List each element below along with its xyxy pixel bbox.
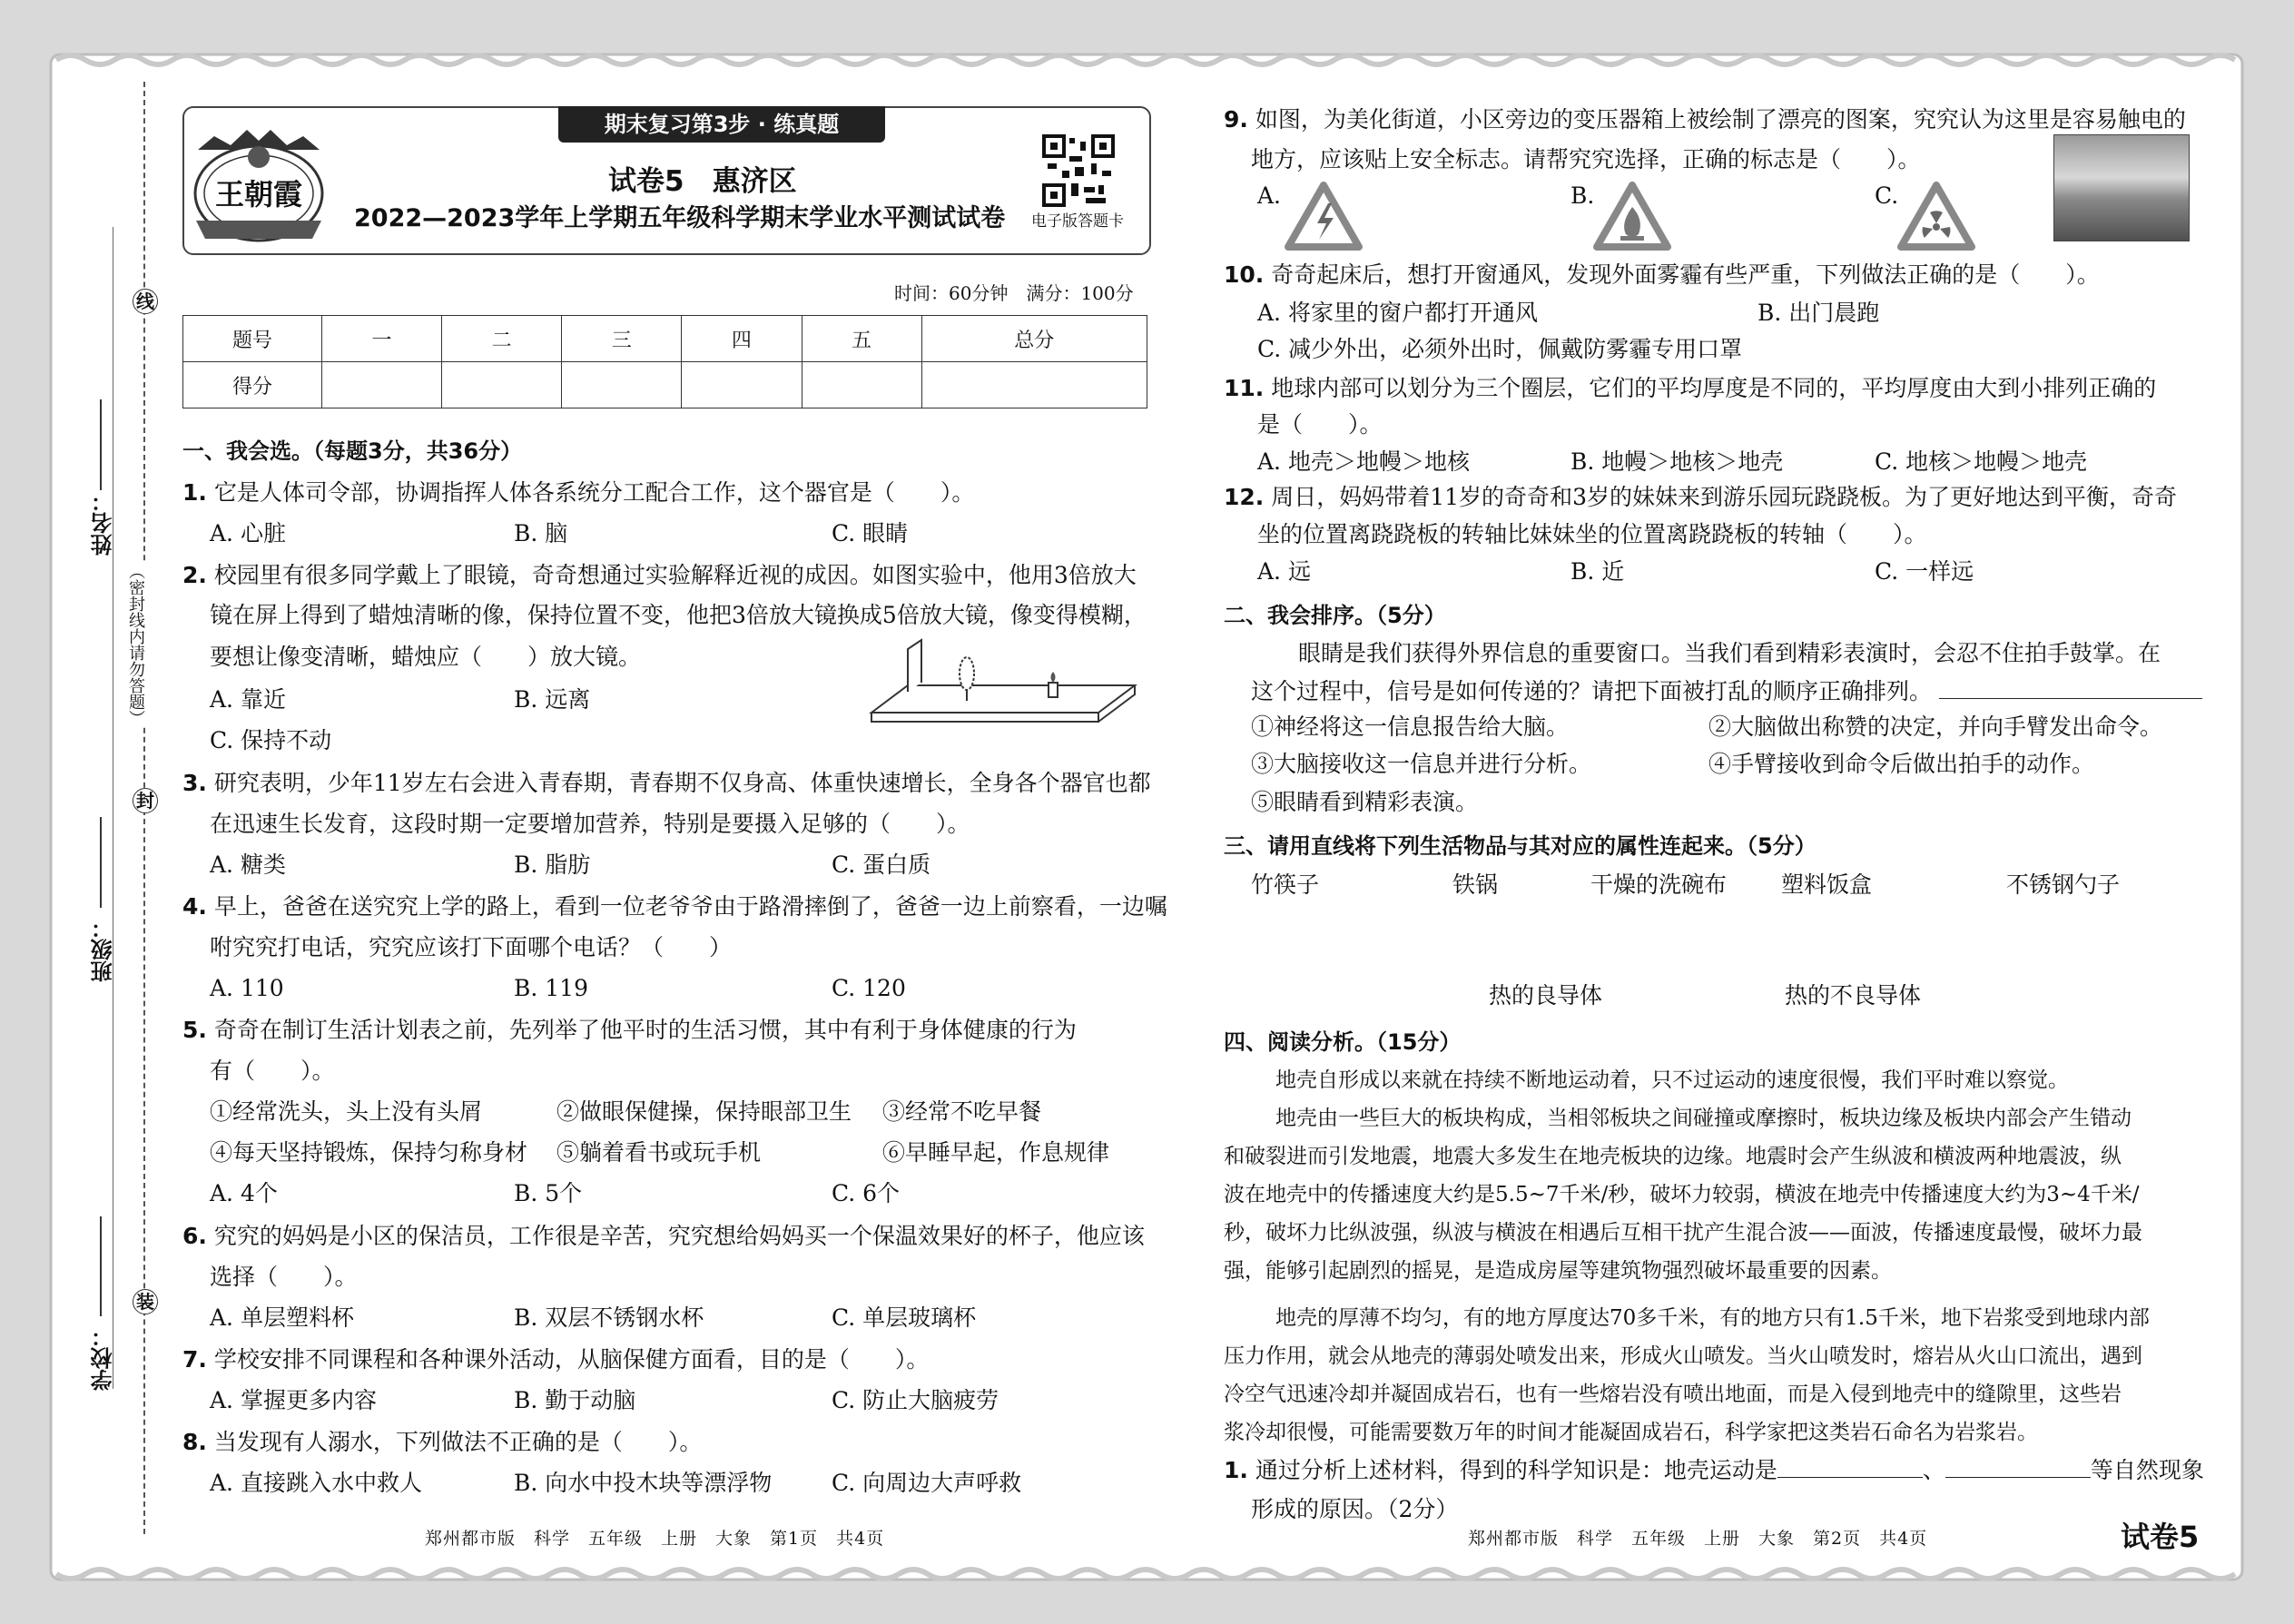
- question-text-line: 坐的位置离跷跷板的转轴比妹妹坐的位置离跷跷板的转轴（ ）。: [1257, 521, 1927, 547]
- habit-item: ③经常不吃早餐: [882, 1098, 1042, 1125]
- paper-title: 试卷5 惠济区: [608, 165, 797, 198]
- score-cell[interactable]: [682, 362, 802, 408]
- reading-line: 压力作用，就会从地壳的薄弱处喷发出来，形成火山喷发。当火山喷发时，熔岩从火山口流出，遇到: [1224, 1344, 2142, 1368]
- paper-corner-label: 试卷5: [2121, 1520, 2200, 1554]
- question-text-line: 在迅速生长发育，这段时期一定要增加营养，特别是要摄入足够的（ ）。: [210, 811, 970, 837]
- option[interactable]: A. 远: [1257, 558, 1311, 585]
- question-text-line: 咐究究打电话，究究应该打下面哪个电话？（ ）: [210, 934, 733, 960]
- time-score: 时间：60分钟 满分：100分: [894, 282, 1134, 304]
- option[interactable]: C. 120: [832, 975, 906, 1001]
- class-input-line[interactable]: [100, 817, 102, 908]
- electric-warning-icon[interactable]: [1285, 182, 1363, 251]
- question-number: 4.: [182, 893, 207, 920]
- option[interactable]: A. 直接跳入水中救人: [210, 1470, 422, 1496]
- question-text-line: 镜在屏上得到了蜡烛清晰的像，保持位置不变，他把3倍放大镜换成5倍放大镜，像变得模糊，: [210, 602, 1147, 628]
- section-1-title: 一、我会选。（每题3分，共36分）: [182, 438, 523, 464]
- question-number: 12.: [1224, 484, 1265, 510]
- question-number: 3.: [182, 770, 207, 796]
- page-footer-right: 郑州都市版 科学 五年级 上册 大象 第2页 共4页: [1468, 1529, 1928, 1549]
- habit-item: ⑤躺着看书或玩手机: [556, 1139, 762, 1166]
- option[interactable]: C. 单层玻璃杯: [832, 1304, 977, 1331]
- lens-experiment-figure: [867, 635, 1139, 726]
- match-item[interactable]: 不锈钢勺子: [2006, 871, 2121, 898]
- option[interactable]: C. 防止大脑疲劳: [832, 1387, 999, 1413]
- option[interactable]: B. 近: [1570, 558, 1625, 585]
- habit-item: ⑥早睡早起，作息规律: [882, 1139, 1110, 1166]
- name-input-line[interactable]: [100, 399, 102, 490]
- radiation-warning-icon[interactable]: [1897, 182, 1975, 251]
- habit-item: ④每天坚持锻炼，保持匀称身材: [210, 1139, 528, 1166]
- option[interactable]: B. 勤于动脑: [514, 1387, 636, 1413]
- option[interactable]: C. 6个: [832, 1180, 901, 1206]
- section-2-text: 这个过程中，信号是如何传递的？请把下面被打乱的顺序正确排列。: [1251, 672, 2202, 712]
- score-header-cell: 二: [442, 316, 562, 362]
- question-8: [182, 1422, 702, 1462]
- order-item: ③大脑接收这一信息并进行分析。: [1251, 751, 1592, 777]
- question-text-line: 形成的原因。（2分）: [1251, 1496, 1459, 1522]
- reading-line: 地壳由一些巨大的板块构成，当相邻板块之间碰撞或摩擦时，板块边缘及板块内部会产生错动: [1275, 1107, 2132, 1130]
- reading-line: 波在地壳中的传播速度大约是5.5~7千米/秒，破坏力较弱，横波在地壳中传播速度大约为3~4千米/: [1224, 1183, 2140, 1206]
- score-table: [182, 315, 1147, 408]
- option[interactable]: B.: [1570, 182, 1595, 209]
- question-text-line: 选择（ ）。: [210, 1264, 358, 1290]
- score-row: [183, 362, 1147, 408]
- question-5: [182, 1010, 1077, 1050]
- score-cell[interactable]: [442, 362, 562, 408]
- option[interactable]: C. 向周边大声呼救: [832, 1470, 1022, 1496]
- school-label: 学校：: [91, 1325, 116, 1391]
- option[interactable]: B. 脂肪: [514, 851, 591, 878]
- score-cell[interactable]: [802, 362, 921, 408]
- option[interactable]: B. 地幔＞地核＞地壳: [1570, 448, 1784, 475]
- order-item: ①神经将这一信息报告给大脑。: [1251, 714, 1570, 740]
- transformer-box-photo: [2053, 134, 2190, 241]
- question-text-line: 有（ ）。: [210, 1058, 335, 1084]
- reading-line: 和破裂进而引发地震，地震大多发生在地壳板块的边缘。地震时会产生纵波和横波两种地震波，纵: [1224, 1145, 2122, 1168]
- option[interactable]: A. 地壳＞地幔＞地核: [1257, 448, 1470, 475]
- option[interactable]: B. 脑: [514, 520, 568, 546]
- question-number: 5.: [182, 1017, 207, 1043]
- reading-line: 强，能够引起剧烈的摇晃，是造成房屋等建筑物强烈破坏最重要的因素。: [1224, 1259, 1892, 1283]
- question-10: [1224, 255, 2100, 295]
- question-7: [182, 1340, 929, 1380]
- school-input-line[interactable]: [100, 1216, 102, 1316]
- question-number: 1.: [182, 479, 207, 506]
- question-4: [182, 887, 1167, 927]
- score-header-cell: 总分: [921, 316, 1147, 362]
- section-3-title: 三、请用直线将下列生活物品与其对应的属性连起来。（5分）: [1224, 833, 1816, 859]
- bind-char: 装: [133, 1289, 158, 1314]
- option[interactable]: B. 119: [514, 975, 588, 1001]
- score-header-cell: 四: [682, 316, 802, 362]
- match-item[interactable]: 竹筷子: [1251, 871, 1320, 898]
- question-text: 它是人体司令部，协调指挥人体各系统分工配合工作，这个器官是（ ）。: [213, 479, 975, 506]
- question-number: 10.: [1224, 261, 1265, 288]
- question-number: 1.: [1224, 1457, 1248, 1483]
- reading-line: 浆冷却很慢，可能需要数万年的时间才能凝固成岩石，科学家把这类岩石命名为岩浆岩。: [1224, 1421, 2038, 1444]
- option[interactable]: A. 心脏: [210, 520, 286, 546]
- answer-blank[interactable]: [1945, 1457, 2091, 1478]
- question-text: 校园里有很多同学戴上了眼镜，奇奇想通过实验解释近视的成因。如图实验中，他用3倍放大: [213, 562, 1137, 588]
- match-property[interactable]: 热的不良导体: [1785, 982, 1922, 1009]
- seal-notice: （密封线内请勿答题）: [123, 563, 147, 726]
- question-number: 9.: [1224, 106, 1248, 133]
- section-2-text: 眼睛是我们获得外界信息的重要窗口。当我们看到精彩表演时，会忍不住拍手鼓掌。在: [1298, 640, 2161, 666]
- qr-caption: 电子版答题卡: [1031, 212, 1124, 231]
- qr-code[interactable]: [1042, 134, 1115, 207]
- reading-question-1: 1. 通过分析上述材料，得到的科学知识是：地壳运动是 、 等自然现象: [1224, 1457, 2204, 1483]
- option[interactable]: A. 110: [210, 975, 284, 1001]
- reading-line: 冷空气迅速冷却并凝固成岩石，也有一些熔岩没有喷出地面，而是入侵到地壳中的缝隙里，这些岩: [1224, 1383, 2122, 1406]
- score-cell[interactable]: [562, 362, 682, 408]
- question-text: 如图，为美化街道，小区旁边的变压器箱上被绘制了漂亮的图案，究究认为这里是容易触电的: [1255, 106, 2186, 133]
- score-header-cell: 一: [322, 316, 442, 362]
- question-number: 8.: [182, 1429, 207, 1455]
- fire-warning-icon[interactable]: [1593, 182, 1671, 251]
- option[interactable]: B. 向水中投木块等漂浮物: [514, 1470, 773, 1496]
- brand-logo: [189, 113, 330, 248]
- order-item: ⑤眼睛看到精彩表演。: [1251, 789, 1479, 815]
- score-cell[interactable]: [921, 362, 1147, 408]
- option[interactable]: A. 掌握更多内容: [210, 1387, 377, 1413]
- reading-line: 地壳自形成以来就在持续不断地运动着，只不过运动的速度很慢，我们平时难以察觉。: [1275, 1068, 2069, 1092]
- question-text: 究究的妈妈是小区的保洁员，工作很是辛苦，究究想给妈妈买一个保温效果好的杯子，他应该: [213, 1223, 1145, 1249]
- question-text-line: 是（ ）。: [1257, 411, 1383, 438]
- question-6: [182, 1216, 1145, 1256]
- question-text-line: 要想让像变清晰，蜡烛应（ ）放大镜。: [210, 644, 642, 670]
- match-item[interactable]: 塑料饭盒: [1781, 871, 1873, 898]
- option[interactable]: A. 4个: [210, 1180, 278, 1206]
- reading-line: 秒，破坏力比纵波强，纵波与横波在相遇后互相干扰产生混合波——面波，传播速度最慢，破坏力最: [1224, 1221, 2142, 1245]
- question-text: 地球内部可以划分为三个圈层，它们的平均厚度是不同的，平均厚度由大到小排列正确的: [1271, 375, 2157, 401]
- section-2-title: 二、我会排序。（5分）: [1224, 603, 1446, 628]
- question-2: [182, 556, 1137, 595]
- step-banner: 期末复习第3步 · 练真题: [558, 106, 885, 143]
- reading-line: 地壳的厚薄不均匀，有的地方厚度达70多千米，有的地方只有1.5千米，地下岩浆受到地球内部: [1275, 1306, 2150, 1330]
- option[interactable]: C. 蛋白质: [832, 851, 931, 878]
- question-11: [1224, 369, 2156, 408]
- match-item[interactable]: 干燥的洗碗布: [1590, 871, 1728, 898]
- order-item: ④手臂接收到命令后做出拍手的动作。: [1708, 751, 2095, 777]
- option[interactable]: B. 远离: [514, 686, 591, 713]
- score-row-label: 得分: [183, 362, 322, 408]
- option[interactable]: B. 5个: [514, 1180, 583, 1206]
- match-property[interactable]: 热的良导体: [1489, 982, 1603, 1009]
- score-header-cell: 三: [562, 316, 682, 362]
- option[interactable]: C. 地核＞地幔＞地壳: [1875, 448, 2088, 475]
- class-label: 班级：: [91, 917, 116, 982]
- question-text: 奇奇起床后，想打开窗通风，发现外面雾霾有些严重，下列做法正确的是（ ）。: [1271, 261, 2100, 288]
- option[interactable]: A. 将家里的窗户都打开通风: [1257, 300, 1538, 326]
- score-header-cell: 五: [802, 316, 921, 362]
- option[interactable]: C. 保持不动: [210, 727, 332, 753]
- question-12: [1224, 477, 2177, 517]
- option[interactable]: C. 减少外出，必须外出时，佩戴防雾霾专用口罩: [1257, 336, 1743, 362]
- svg-text:王朝霞: 王朝霞: [214, 177, 303, 212]
- habit-item: ①经常洗头，头上没有头屑: [210, 1098, 483, 1125]
- question-text: 奇奇在制订生活计划表之前，先列举了他平时的生活习惯，其中有利于身体健康的行为: [213, 1017, 1077, 1043]
- question-text-line: 地方，应该贴上安全标志。请帮究究选择，正确的标志是（ ）。: [1251, 146, 1921, 172]
- answer-blank[interactable]: [1777, 1457, 1923, 1478]
- page-footer-left: 郑州都市版 科学 五年级 上册 大象 第1页 共4页: [425, 1529, 885, 1549]
- question-text: 早上，爸爸在送究究上学的路上，看到一位老爷爷由于路滑摔倒了，爸爸一边上前察看，一边嘱: [213, 893, 1167, 920]
- question-text: 周日，妈妈带着11岁的奇奇和3岁的妹妹来到游乐园玩跷跷板。为了更好地达到平衡，奇奇: [1271, 484, 2177, 510]
- option[interactable]: A. 靠近: [210, 686, 286, 713]
- seal-char: 封: [133, 788, 158, 813]
- option[interactable]: C. 眼睛: [832, 520, 909, 546]
- option[interactable]: B. 双层不锈钢水杯: [514, 1304, 704, 1331]
- option[interactable]: C. 一样远: [1875, 558, 1974, 585]
- question-number: 7.: [182, 1346, 207, 1373]
- habit-item: ②做眼保健操，保持眼部卫生: [556, 1098, 852, 1125]
- question-text: 学校安排不同课程和各种课外活动，从脑保健方面看，目的是（ ）。: [213, 1346, 930, 1373]
- score-header-cell: 题号: [183, 316, 322, 362]
- section-4-title: 四、阅读分析。（15分）: [1224, 1029, 1462, 1055]
- option[interactable]: A. 单层塑料杯: [210, 1304, 354, 1331]
- question-text: 研究表明，少年11岁左右会进入青春期，青春期不仅身高、体重快速增长，全身各个器官也都: [213, 770, 1151, 796]
- question-number: 6.: [182, 1223, 207, 1249]
- question-1: [182, 473, 974, 513]
- name-label: 姓名：: [91, 490, 116, 556]
- question-3: [182, 763, 1151, 803]
- option[interactable]: A.: [1257, 182, 1282, 209]
- score-cell[interactable]: [322, 362, 442, 408]
- seal-line-char: 线: [133, 289, 158, 314]
- order-answer-blank[interactable]: [1939, 678, 2202, 699]
- exam-title: 2022—2023学年上学期五年级科学期末学业水平测试试卷: [354, 204, 1006, 232]
- order-item: ②大脑做出称赞的决定，并向手臂发出命令。: [1708, 714, 2163, 740]
- option[interactable]: A. 糖类: [210, 851, 286, 878]
- match-item[interactable]: 铁锅: [1452, 871, 1499, 898]
- question-number: 2.: [182, 562, 207, 588]
- score-header-row: [183, 316, 1147, 362]
- question-9: [1224, 100, 2186, 140]
- option[interactable]: B. 出门晨跑: [1757, 300, 1880, 326]
- question-text: 当发现有人溺水，下列做法不正确的是（ ）。: [213, 1429, 703, 1455]
- question-number: 11.: [1224, 375, 1265, 401]
- option[interactable]: C.: [1875, 182, 1899, 209]
